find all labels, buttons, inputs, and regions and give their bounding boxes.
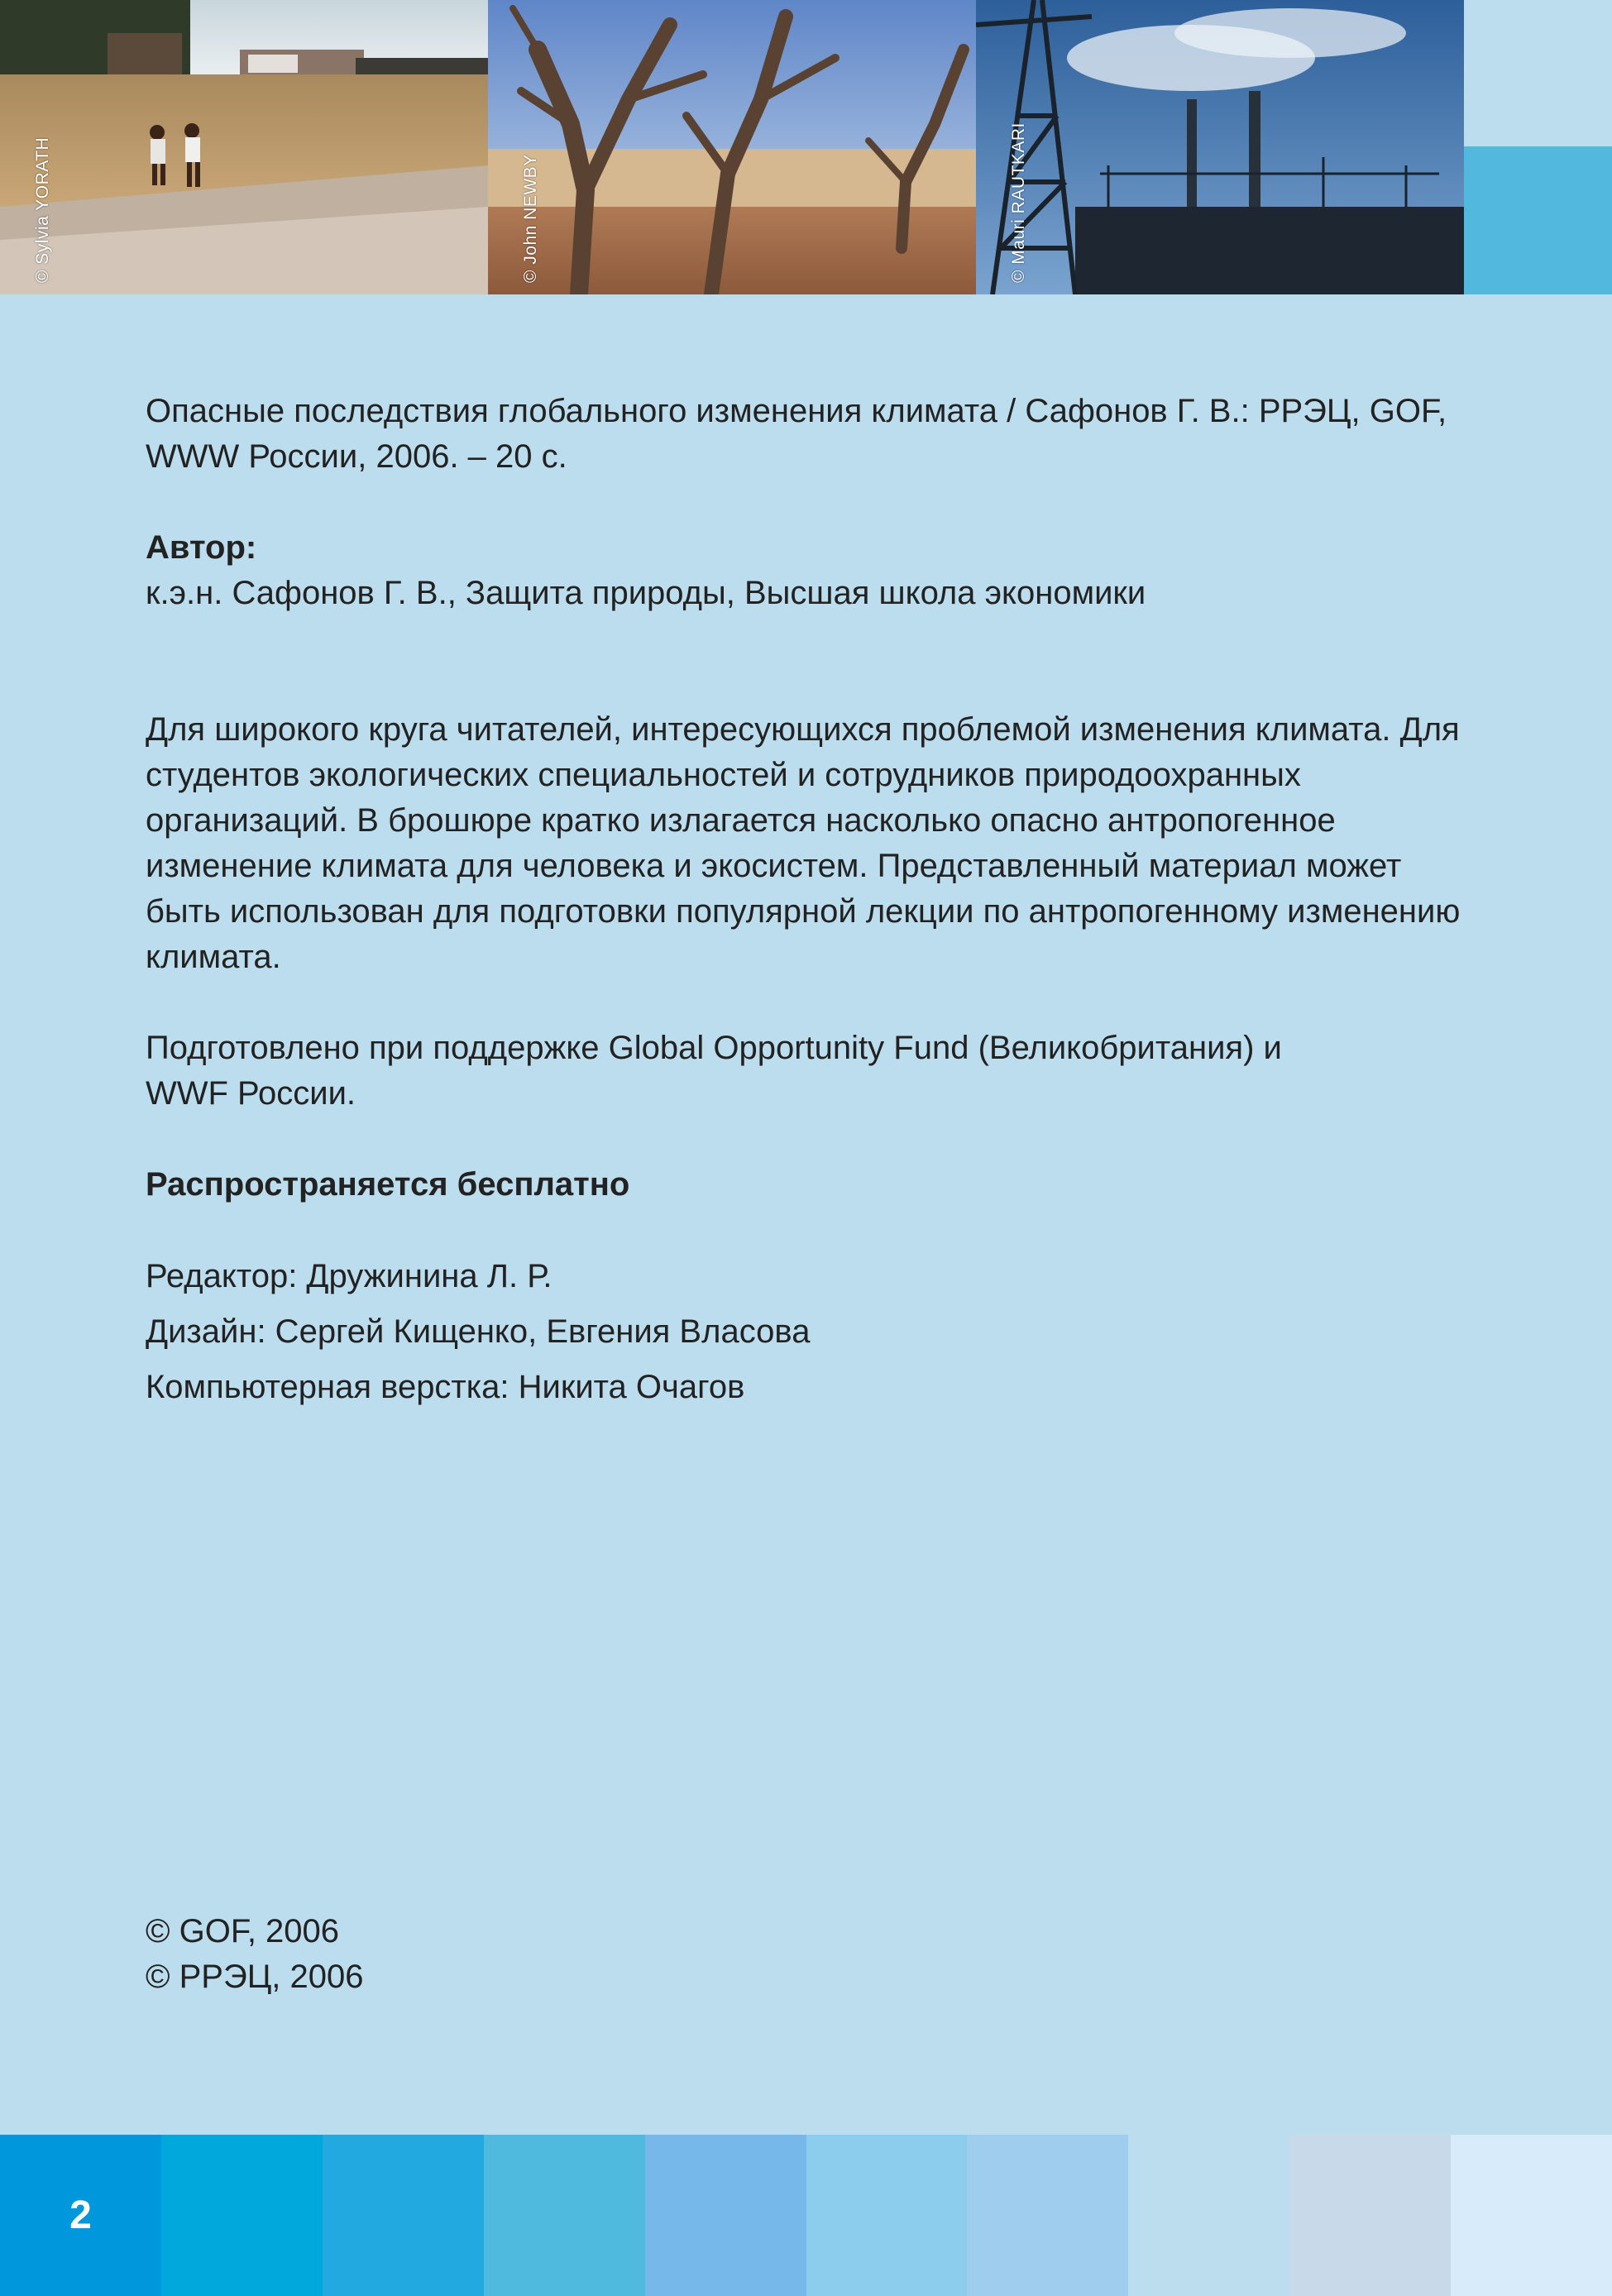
copyright-gof: © GOF, 2006	[146, 1913, 340, 1949]
photo-credit: © Sylvia YORATH	[33, 136, 52, 283]
support-text: Подготовлено при поддержке Global Opportunity Fund (Великобритания) и WWF России.	[146, 1030, 1282, 1112]
description-text: Для широкого круга читателей, интересующихся проблемой изменения климата. Для студентов экологических специальностей и сотрудников природоохранных организаций. В брошюре кратко излагается насколько опасно антропогенное изменение климата для человека и экосистем. Представленный материал может быть использован для подготовки популярной лекции по антропогенному изменению климата.	[146, 711, 1461, 975]
power-plant-image	[976, 0, 1464, 294]
swatch	[806, 2135, 968, 2296]
color-swatch-bar	[0, 2135, 1612, 2296]
corner-block-blue	[1464, 146, 1612, 294]
swatch	[967, 2135, 1128, 2296]
credit-editor: Редактор: Дружинина Л. Р.	[146, 1258, 552, 1294]
credit-layout: Компьютерная верстка: Никита Очагов	[146, 1369, 745, 1405]
corner-block-light	[1464, 0, 1612, 146]
author-value: к.э.н. Сафонов Г. В., Защита природы, Высшая школа экономики	[146, 575, 1146, 611]
author-label: Автор:	[146, 529, 257, 566]
bibliographic-citation: Опасные последствия глобального изменения климата / Сафонов Г. В.: РРЭЦ, GOF, WWW России, 2006. – 20 с.	[146, 393, 1447, 475]
photo-dry-trees	[488, 0, 976, 294]
photo-credit: © Mauri RAUTKARI	[1009, 122, 1028, 283]
photo-strip	[0, 0, 1612, 294]
photo-flooded-village	[0, 0, 488, 294]
swatch	[323, 2135, 484, 2296]
copyright-block	[146, 1909, 364, 2000]
photo-credit: © John NEWBY	[521, 154, 540, 283]
copyright-rrec: © РРЭЦ, 2006	[146, 1959, 364, 1995]
swatch	[1289, 2135, 1451, 2296]
swatch	[0, 2135, 161, 2296]
flooded-village-image	[0, 0, 488, 294]
imprint-content	[146, 389, 1519, 1415]
page-number: 2	[69, 2193, 92, 2237]
swatch	[484, 2135, 645, 2296]
swatch	[645, 2135, 806, 2296]
credit-design: Дизайн: Сергей Кищенко, Евгения Власова	[146, 1313, 811, 1350]
swatch	[1451, 2135, 1612, 2296]
swatch	[1128, 2135, 1289, 2296]
swatch	[161, 2135, 323, 2296]
distribution-note: Распространяется бесплатно	[146, 1166, 630, 1203]
photo-power-plant	[976, 0, 1464, 294]
credits-list	[146, 1249, 1519, 1415]
dry-trees-image	[488, 0, 976, 294]
